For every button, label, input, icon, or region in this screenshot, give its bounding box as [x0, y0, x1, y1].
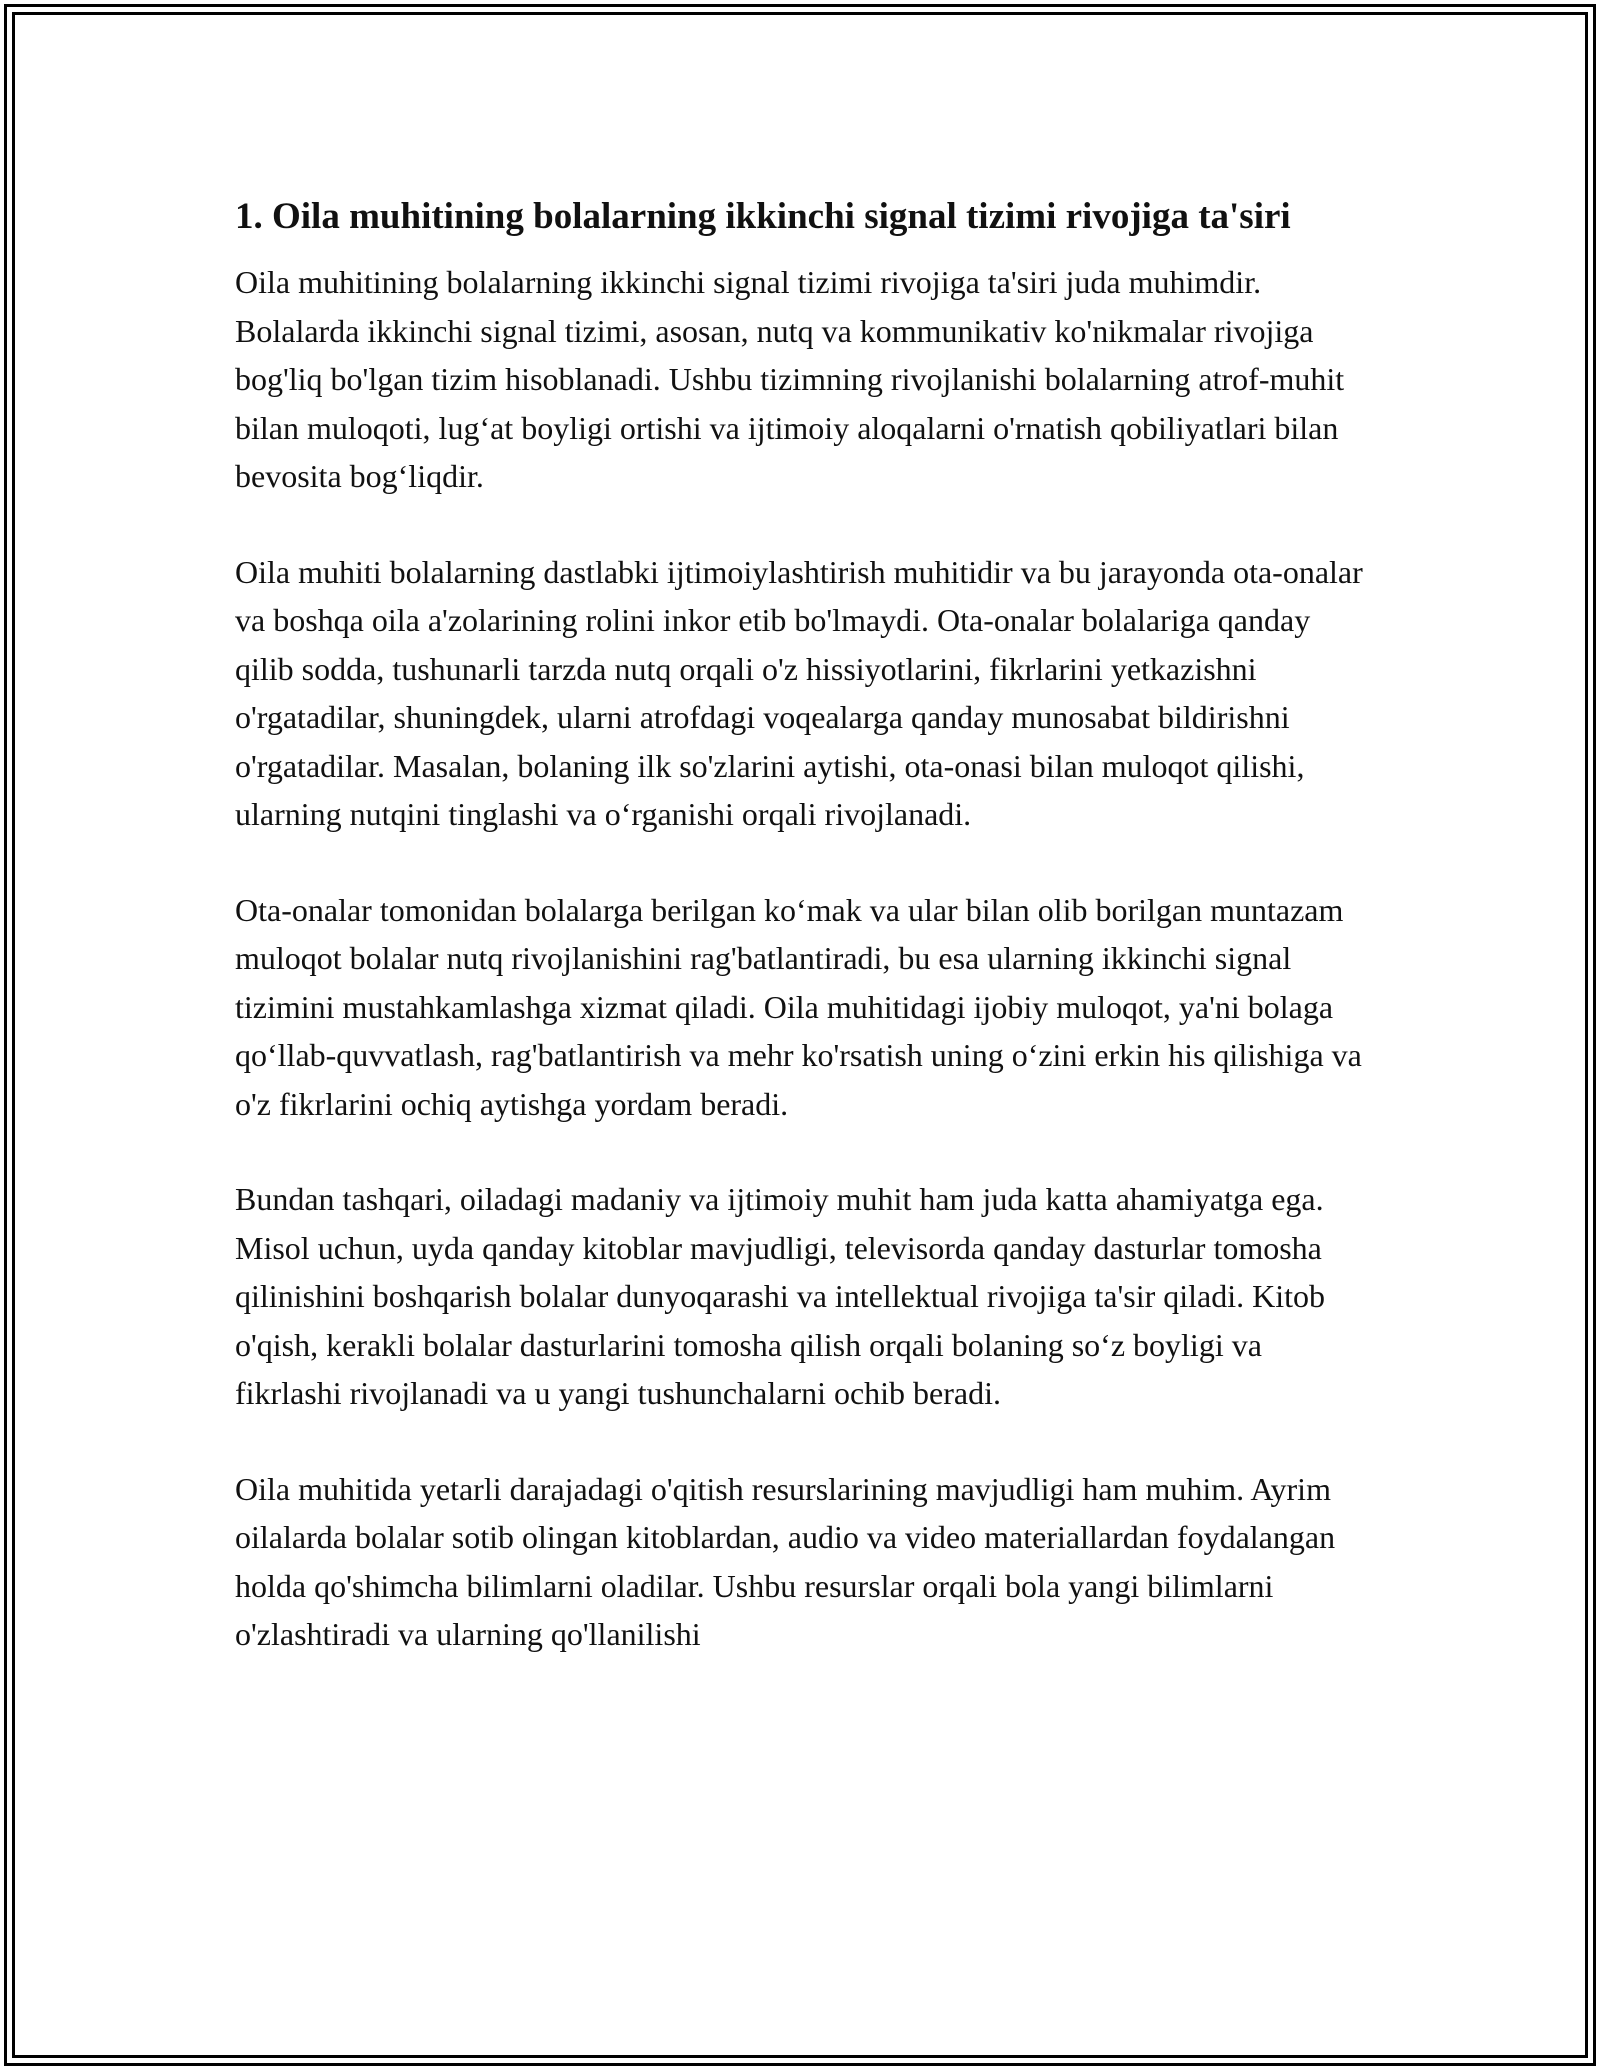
paragraph-3: Ota-onalar tomonidan bolalarga berilgan ko‘mak va ular bilan olib borilgan muntazam muloqot bolalar nutq rivojlanishini rag'batlantiradi, bu esa ularning ikkinchi signal tizimini mustahkamlashga xizmat qiladi. Oila muhitidagi ijobiy muloqot, ya'ni bolaga qo‘llab-quvvatlash, rag'batlantirish va mehr ko'rsatish uning o‘zini erkin his qilishiga va o'z fikrlarini ochiq aytishga yordam beradi.: [235, 891, 1362, 1122]
document-body: [235, 190, 1370, 1706]
paragraph-5: Oila muhitida yetarli darajadagi o'qitish resurslarining mavjudligi ham muhim. Ayrim oilalarda bolalar sotib olingan kitoblardan, audio va video materiallardan foydalangan holda qo'shimcha bilimlarni oladilar. Ushbu resurslar orqali bola yangi bilimlarni o'zlashtiradi va ularning qo'llanilishi: [235, 1470, 1336, 1652]
paragraph-2: Oila muhiti bolalarning dastlabki ijtimoiylashtirish muhitidir va bu jarayonda ota-onalar va boshqa oila a'zolarining rolini inkor etib bo'lmaydi. Ota-onalar bolalariga qanday qilib sodda, tushunarli tarzda nutq orqali o'z hissiyotlarini, fikrlarini yetkazishni o'rgatadilar, shuningdek, ularni atrofdagi voqealarga qanday munosabat bildirishni o'rgatadilar. Masalan, bolaning ilk so'zlarini aytishi, ota-onasi bilan muloqot qilishi, ularning nutqini tinglashi va o‘rganishi orqali rivojlanadi.: [235, 553, 1363, 832]
page-title: 1. Oila muhitining bolalarning ikkinchi signal tizimi rivojiga ta'siri: [235, 196, 1291, 237]
paragraph-1: Oila muhitining bolalarning ikkinchi signal tizimi rivojiga ta'siri juda muhimdir. Bolalarda ikkinchi signal tizimi, asosan, nutq va kommunikativ ko'nikmalar rivojiga bog'liq bo'lgan tizim hisoblanadi. Ushbu tizimning rivojlanishi bolalarning atrof-muhit bilan muloqoti, lug‘at boyligi ortishi va ijtimoiy aloqalarni o'rnatish qobiliyatlari bilan bevosita bog‘liqdir.: [235, 264, 1345, 494]
paragraph-4: Bundan tashqari, oiladagi madaniy va ijtimoiy muhit ham juda katta ahamiyatga ega. Misol uchun, uyda qanday kitoblar mavjudligi, televisorda qanday dasturlar tomosha qilinishini boshqarish bolalar dunyoqarashi va intellektual rivojiga ta'sir qiladi. Kitob o'qish, kerakli bolalar dasturlarini tomosha qilish orqali bolaning so‘z boyligi va fikrlashi rivojlanadi va u yangi tushunchalarni ochib beradi.: [235, 1181, 1326, 1411]
